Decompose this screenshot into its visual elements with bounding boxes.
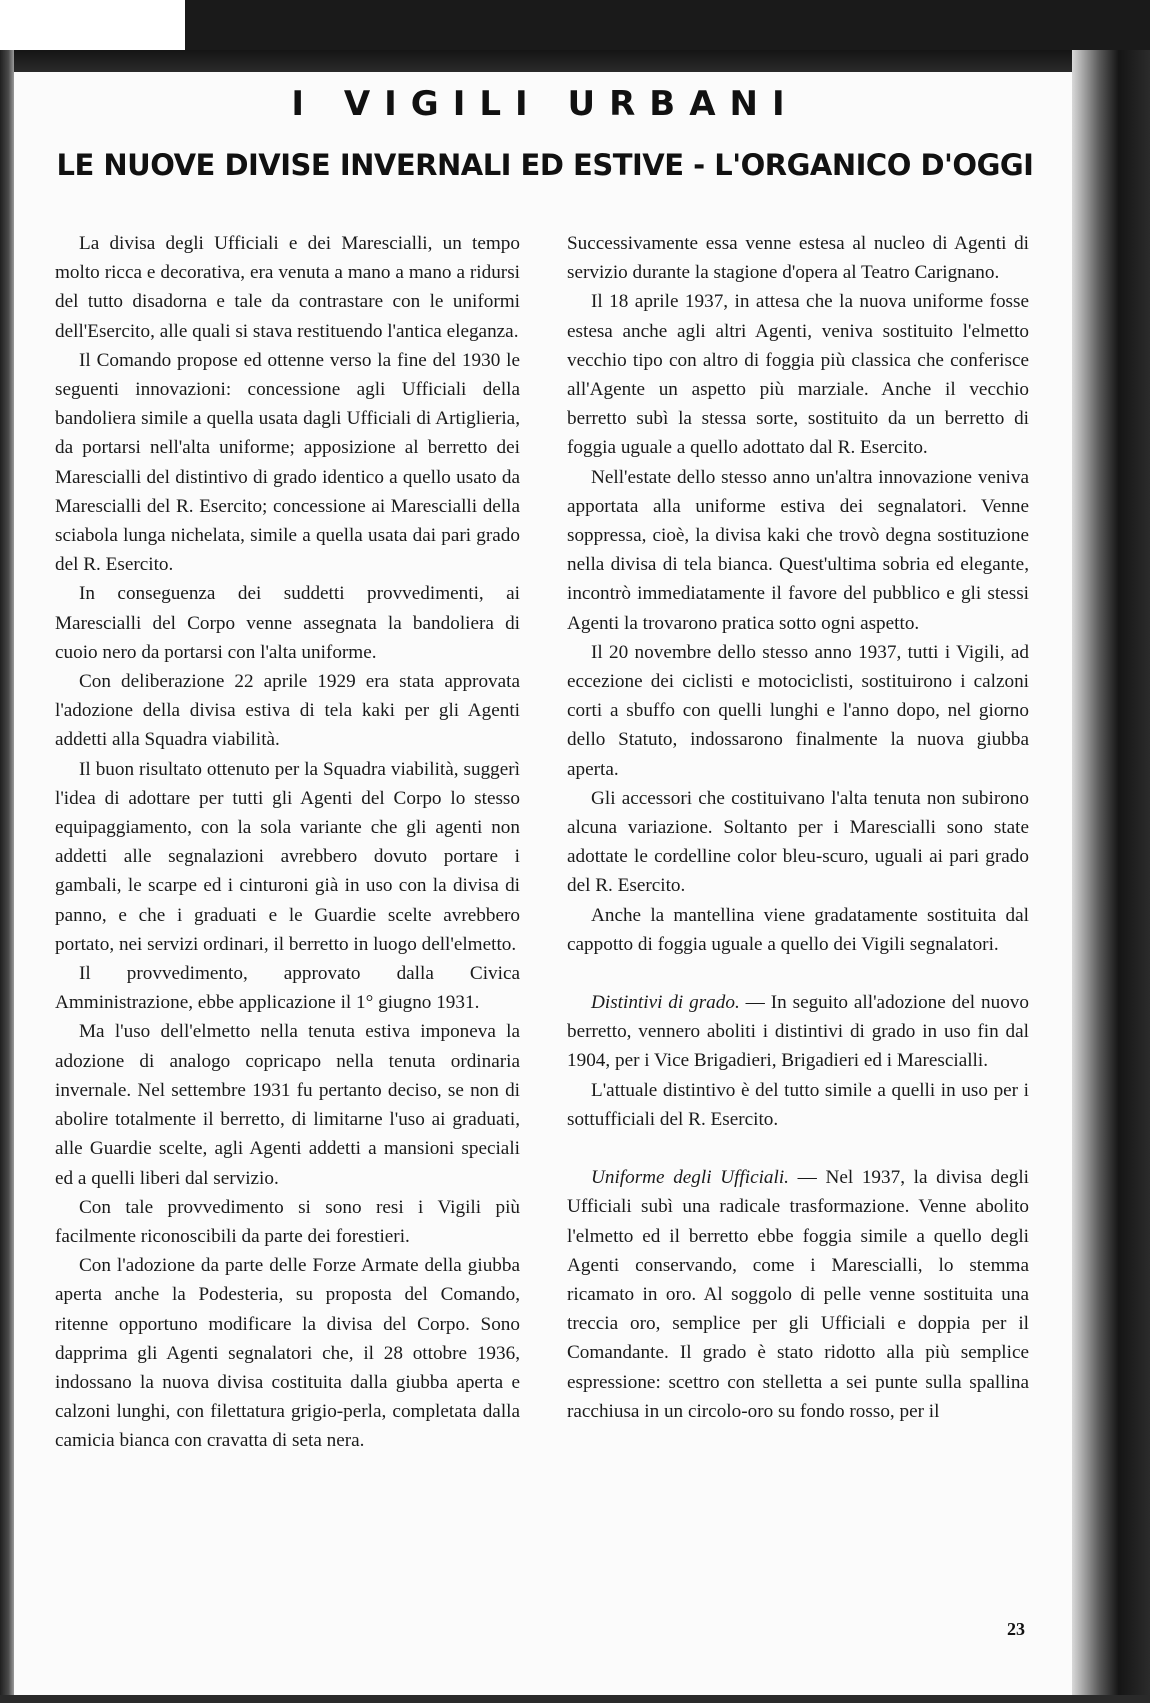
scan-left-edge bbox=[0, 50, 14, 1703]
paragraph: Ma l'uso dell'elmetto nella tenuta estiva imponeva la adozione di analogo copricapo nella tenuta ordinaria invernale. Nel settembre 1931 fu pertanto deciso, se non di abolire totalmente il berretto, di limitarne l'uso ai graduati, alle Guardie scelte, agli Agenti addetti a mansioni speciali ed a quelli liberi dal servizio. bbox=[55, 1021, 520, 1189]
paragraph: Con deliberazione 22 aprile 1929 era stata approvata l'adozione della divisa estiva di tela kaki per gli Agenti addetti alla Squadra viabilità. bbox=[55, 671, 520, 751]
page-subtitle: LE NUOVE DIVISE INVERNALI ED ESTIVE - L'ORGANICO D'OGGI bbox=[56, 148, 1034, 182]
section-text: — Nel 1937, la divisa degli Ufficiali subì una radicale trasformazione. Venne abolito l'elmetto ed il berretto ebbe foggia simile a quello degli Agenti conservando, come i Marescialli, lo stemma ricamato in oro. Al soggolo di pelle venne sostituita una treccia oro, semplice per gli Ufficiali e doppia per il Comandante. Il grado è stato ridotto alla più semplice espressione: scettro con stelletta a sei punte sulla spallina racchiusa in un circolo-oro su fondo rosso, per il bbox=[567, 1167, 1029, 1422]
scan-top-edge bbox=[10, 50, 1130, 72]
paragraph: Successivamente essa venne estesa al nucleo di Agenti di servizio durante la stagione d'opera al Teatro Carignano. bbox=[567, 233, 1029, 284]
paragraph: Il 18 aprile 1937, in attesa che la nuova uniforme fosse estesa anche agli altri Agenti, veniva sostituito l'elmetto vecchio tipo con altro di foggia più classica che conferisce all'Agente un aspetto più marziale. Anche il vecchio berretto subì la stessa sorte, sostituito da un berretto di foggia uguale a quello adottato dal R. Esercito. bbox=[567, 291, 1029, 459]
left-column bbox=[55, 229, 520, 1456]
section-text: — In seguito all'adozione del nuovo berretto, vennero aboliti i distintivi di grado in uso fin dal 1904, per i Vice Brigadieri, Brigadieri ed i Marescialli. bbox=[567, 992, 1029, 1072]
scan-top-margin bbox=[0, 0, 185, 50]
paragraph: Anche la mantellina viene gradatamente sostituita dal cappotto di foggia uguale a quello dei Vigili segnalatori. bbox=[567, 904, 1029, 955]
paragraph: In conseguenza dei suddetti provvedimenti, ai Marescialli del Corpo venne assegnata la bandoliera di cuoio nero da portarsi con l'alta uniforme. bbox=[55, 583, 520, 663]
scan-right-edge bbox=[1072, 50, 1150, 1703]
paragraph: Nell'estate dello stesso anno un'altra innovazione veniva apportata alla uniforme estiva dei segnalatori. Venne soppressa, cioè, la divisa kaki che trovò degna sostituzione nella divisa di tela bianca. Quest'ultima sobria ed elegante, incontrò immediatamente il favore del pubblico e gli stessi Agenti la trovarono pratica sotto ogni aspetto. bbox=[567, 466, 1029, 634]
paragraph: Gli accessori che costituivano l'alta tenuta non subirono alcuna variazione. Soltanto per i Marescialli sono state adottate le cordelline color bleu-scuro, uguali ai pari grado del R. Esercito. bbox=[567, 787, 1029, 897]
paragraph: Il Comando propose ed ottenne verso la fine del 1930 le seguenti innovazioni: concessione agli Ufficiali della bandoliera simile a quella usata dagli Ufficiali di Artiglieria, da portarsi nell'alta uniforme; apposizione al berretto dei Marescialli del distintivo di grado identico a quello usato da Marescialli del R. Esercito; concessione ai Marescialli della sciabola lunga nichelata, simile a quella usata dai pari grado del R. Esercito. bbox=[55, 349, 520, 576]
right-column bbox=[567, 229, 1029, 1426]
paragraph: Il buon risultato ottenuto per la Squadra viabilità, suggerì l'idea di adottare per tutti gli Agenti del Corpo lo stesso equipaggiamento, con la sola variante che gli agenti non addetti alle segnalazioni avrebbero dovuto portare i gambali, le scarpe ed i cinturoni già in uso con la divisa di panno, e che i graduati e le Guardie scelte avrebbero portato, nei servizi ordinari, il berretto in luogo dell'elmetto. bbox=[55, 758, 520, 955]
paragraph: Il 20 novembre dello stesso anno 1937, tutti i Vigili, ad eccezione dei ciclisti e motociclisti, sostituirono i calzoni corti a sbuffo con quelli lunghi e l'anno dopo, nel giorno dello Statuto, indossarono finalmente la nuova giubba aperta. bbox=[567, 641, 1029, 780]
paragraph: Il provvedimento, approvato dalla Civica Amministrazione, ebbe applicazione il 1° giugno 1931. bbox=[55, 963, 520, 1014]
paragraph: L'attuale distintivo è del tutto simile a quelli in uso per i sottufficiali del R. Esercito. bbox=[567, 1079, 1029, 1130]
paragraph: La divisa degli Ufficiali e dei Marescialli, un tempo molto ricca e decorativa, era venuta a mano a mano a ridursi del tutto disadorna e tale da contrastare con le uniformi dell'Esercito, alle quali si stava restituendo l'antica eleganza. bbox=[55, 233, 520, 342]
paragraph: Con l'adozione da parte delle Forze Armate della giubba aperta anche la Podesteria, su proposta del Comando, ritenne opportuno modificare la divisa del Corpo. Sono dapprima gli Agenti segnalatori che, il 28 ottobre 1936, indossano la nuova divisa costituita dalla giubba aperta e calzoni lunghi, con filettatura grigio-perla, completata dalla camicia bianca con cravatta di seta nera. bbox=[55, 1255, 520, 1452]
paragraph: Con tale provvedimento si sono resi i Vigili più facilmente riconoscibili da parte dei forestieri. bbox=[55, 1196, 520, 1247]
section-heading: Distintivi di grado. bbox=[591, 992, 740, 1014]
scan-bottom-edge bbox=[0, 1695, 1150, 1703]
section-heading: Uniforme degli Ufficiali. bbox=[591, 1167, 789, 1189]
page-title: I VIGILI URBANI bbox=[291, 84, 799, 124]
section-distintivi bbox=[567, 988, 1029, 1076]
page-number: 23 bbox=[1007, 1619, 1025, 1639]
section-uniforme bbox=[567, 1163, 1029, 1426]
